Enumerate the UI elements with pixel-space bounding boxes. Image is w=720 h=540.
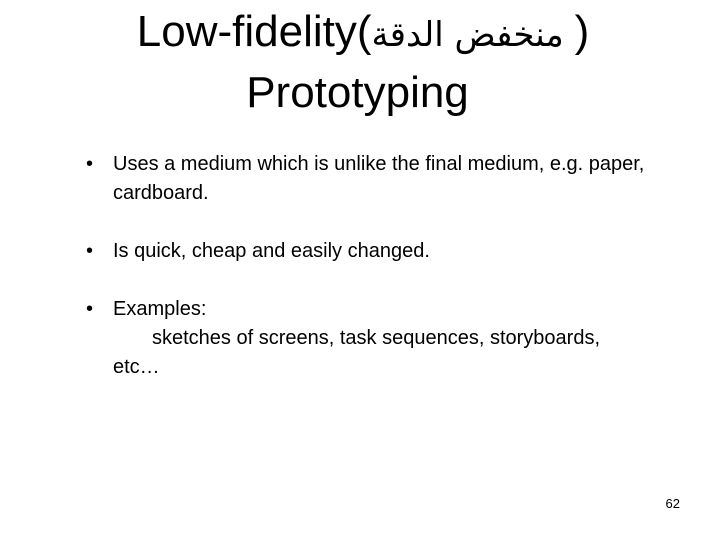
bullet-dot: • xyxy=(86,240,94,262)
slide-title xyxy=(0,6,720,119)
bullet-dot: • xyxy=(86,298,94,320)
bullet-text: Examples: xyxy=(113,298,207,320)
title-line-2: Prototyping xyxy=(246,68,469,117)
title-line-1 xyxy=(0,6,720,61)
bullet-list xyxy=(86,150,696,382)
bullet-text: Uses a medium which is unlike the final medium, e.g. paper, cardboard. xyxy=(113,153,645,204)
title-text: Low-fidelity( xyxy=(136,7,372,56)
bullet-item xyxy=(86,295,696,382)
title-arabic-text: منخفض الدقة xyxy=(371,15,575,55)
title-close-paren: ) xyxy=(574,7,590,56)
page-number: 62 xyxy=(665,496,680,511)
bullet-dot: • xyxy=(86,153,94,175)
bullet-item xyxy=(86,150,696,208)
bullet-item xyxy=(86,237,696,266)
bullet-text: Is quick, cheap and easily changed. xyxy=(113,240,430,262)
bullet-subtext: sketches of screens, task sequences, storyboards, xyxy=(152,327,600,349)
bullet-tail-text: etc… xyxy=(113,356,160,378)
